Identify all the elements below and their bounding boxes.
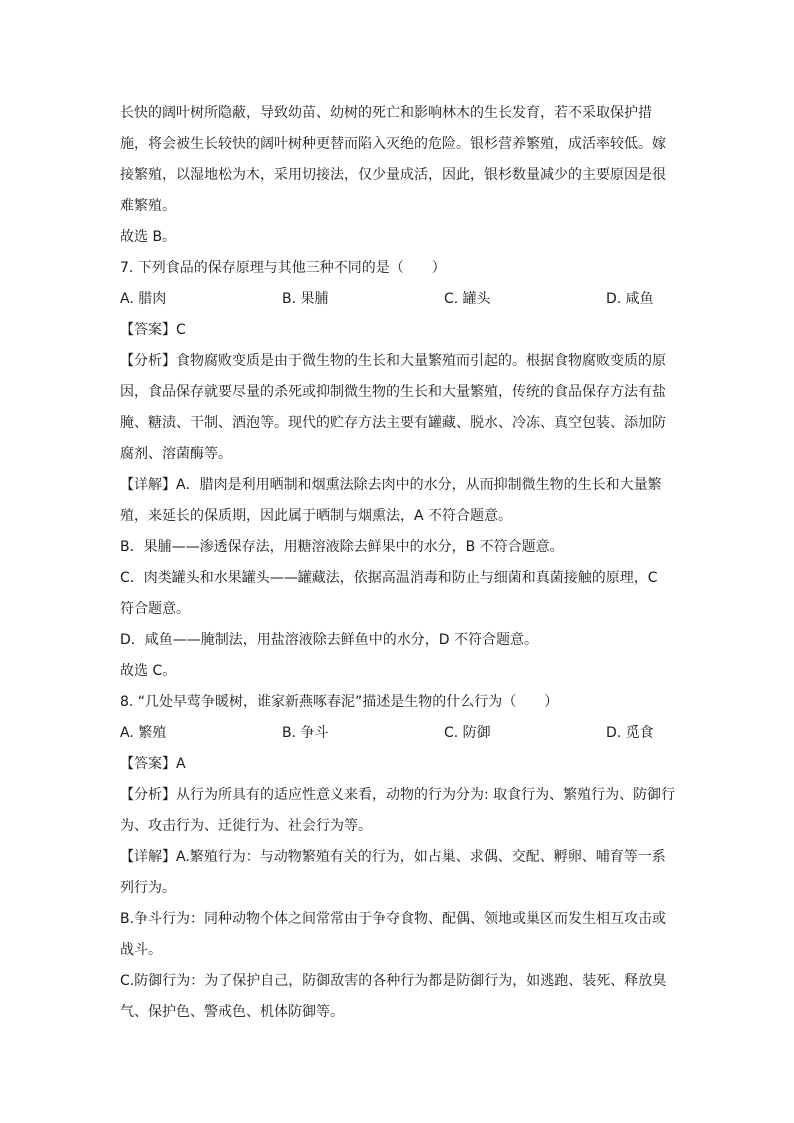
page-content [120, 98, 680, 1028]
conclusion-line: 故选 B。 [120, 229, 177, 245]
detail-line: B.争斗行为：同种动物个体之间常常由于争夺食物、配偶、领地或巢区而发生相互攻击或 [120, 911, 667, 927]
detail-line: B．果脯——渗透保存法，用糖溶液除去鲜果中的水分，B 不符合题意。 [120, 539, 564, 555]
analysis-line: 【分析】从行为所具有的适应性意义来看，动物的行为分为: 取食行为、繁殖行为、防御行 [120, 787, 676, 803]
conclusion-line: 故选 C。 [120, 663, 177, 679]
analysis-line: 腌、糖渍、干制、酒泡等。现代的贮存方法主要有罐藏、脱水、冷冻、真空包装、添加防 [120, 415, 666, 431]
detail-line: 【详解】A.繁殖行为：与动物繁殖有关的行为，如占巢、求偶、交配、孵卵、哺育等一系 [120, 849, 666, 865]
option-b: B. 果脯 [282, 291, 329, 307]
option-c: C. 罐头 [444, 291, 491, 307]
question-8-options [120, 718, 680, 749]
analysis-line: 为、攻击行为、迁徙行为、社会行为等。 [120, 818, 372, 834]
text-line: 难繁殖。 [120, 198, 176, 214]
analysis-line: 【分析】食物腐败变质是由于微生物的生长和大量繁殖而引起的。根据食物腐败变质的原 [120, 353, 666, 369]
option-c: C. 防御 [444, 725, 491, 741]
option-b: B. 争斗 [282, 725, 329, 741]
option-d: D. 觅食 [606, 725, 654, 741]
detail-line: 殖，来延长的保质期，因此属于晒制与烟熏法，A 不符合题意。 [120, 508, 513, 524]
detail-line: D．咸鱼——腌制法，用盐溶液除去鲜鱼中的水分，D 不符合题意。 [120, 632, 539, 648]
detail-line: 符合题意。 [120, 601, 190, 617]
detail-line: 列行为。 [120, 880, 176, 896]
detail-line: 【详解】A．腊肉是利用晒制和烟熏法除去肉中的水分，从而抑制微生物的生长和大量繁 [120, 477, 662, 493]
text-line: 施，将会被生长较快的阔叶树种更替而陷入灭绝的危险。银杉营养繁殖，成活率较低。嫁 [120, 136, 666, 152]
option-a: A. 繁殖 [120, 725, 167, 741]
detail-line: C．肉类罐头和水果罐头——罐藏法，依据高温消毒和防止与细菌和真菌接触的原理，C [120, 570, 658, 586]
detail-line: 战斗。 [120, 942, 162, 958]
analysis-line: 腐剂、溶菌酶等。 [120, 446, 232, 462]
analysis-line: 因，食品保存就要尽量的杀死或抑制微生物的生长和大量繁殖，传统的食品保存方法有盐 [120, 384, 666, 400]
question-8-answer: 【答案】A [120, 756, 186, 772]
detail-line: C.防御行为：为了保护自己，防御敌害的各种行为都是防御行为，如逃跑、装死、释放臭 [120, 973, 667, 989]
text-line: 长快的阔叶树所隐蔽，导致幼苗、幼树的死亡和影响林木的生长发育，若不采取保护措 [120, 105, 652, 121]
question-7-options [120, 284, 680, 315]
question-7-answer: 【答案】C [120, 322, 186, 338]
question-7-stem: 7. 下列食品的保存原理与其他三种不同的是（ ） [120, 260, 446, 276]
option-d: D. 咸鱼 [606, 291, 654, 307]
question-8-stem: 8. “几处早莺争暖树，谁家新燕啄春泥”描述是生物的什么行为（ ） [120, 694, 559, 710]
option-a: A. 腊肉 [120, 291, 167, 307]
detail-line: 气、保护色、警戒色、机体防御等。 [120, 1004, 344, 1020]
text-line: 接繁殖，以湿地松为木，采用切接法，仅少量成活，因此，银杉数量减少的主要原因是很 [120, 167, 666, 183]
